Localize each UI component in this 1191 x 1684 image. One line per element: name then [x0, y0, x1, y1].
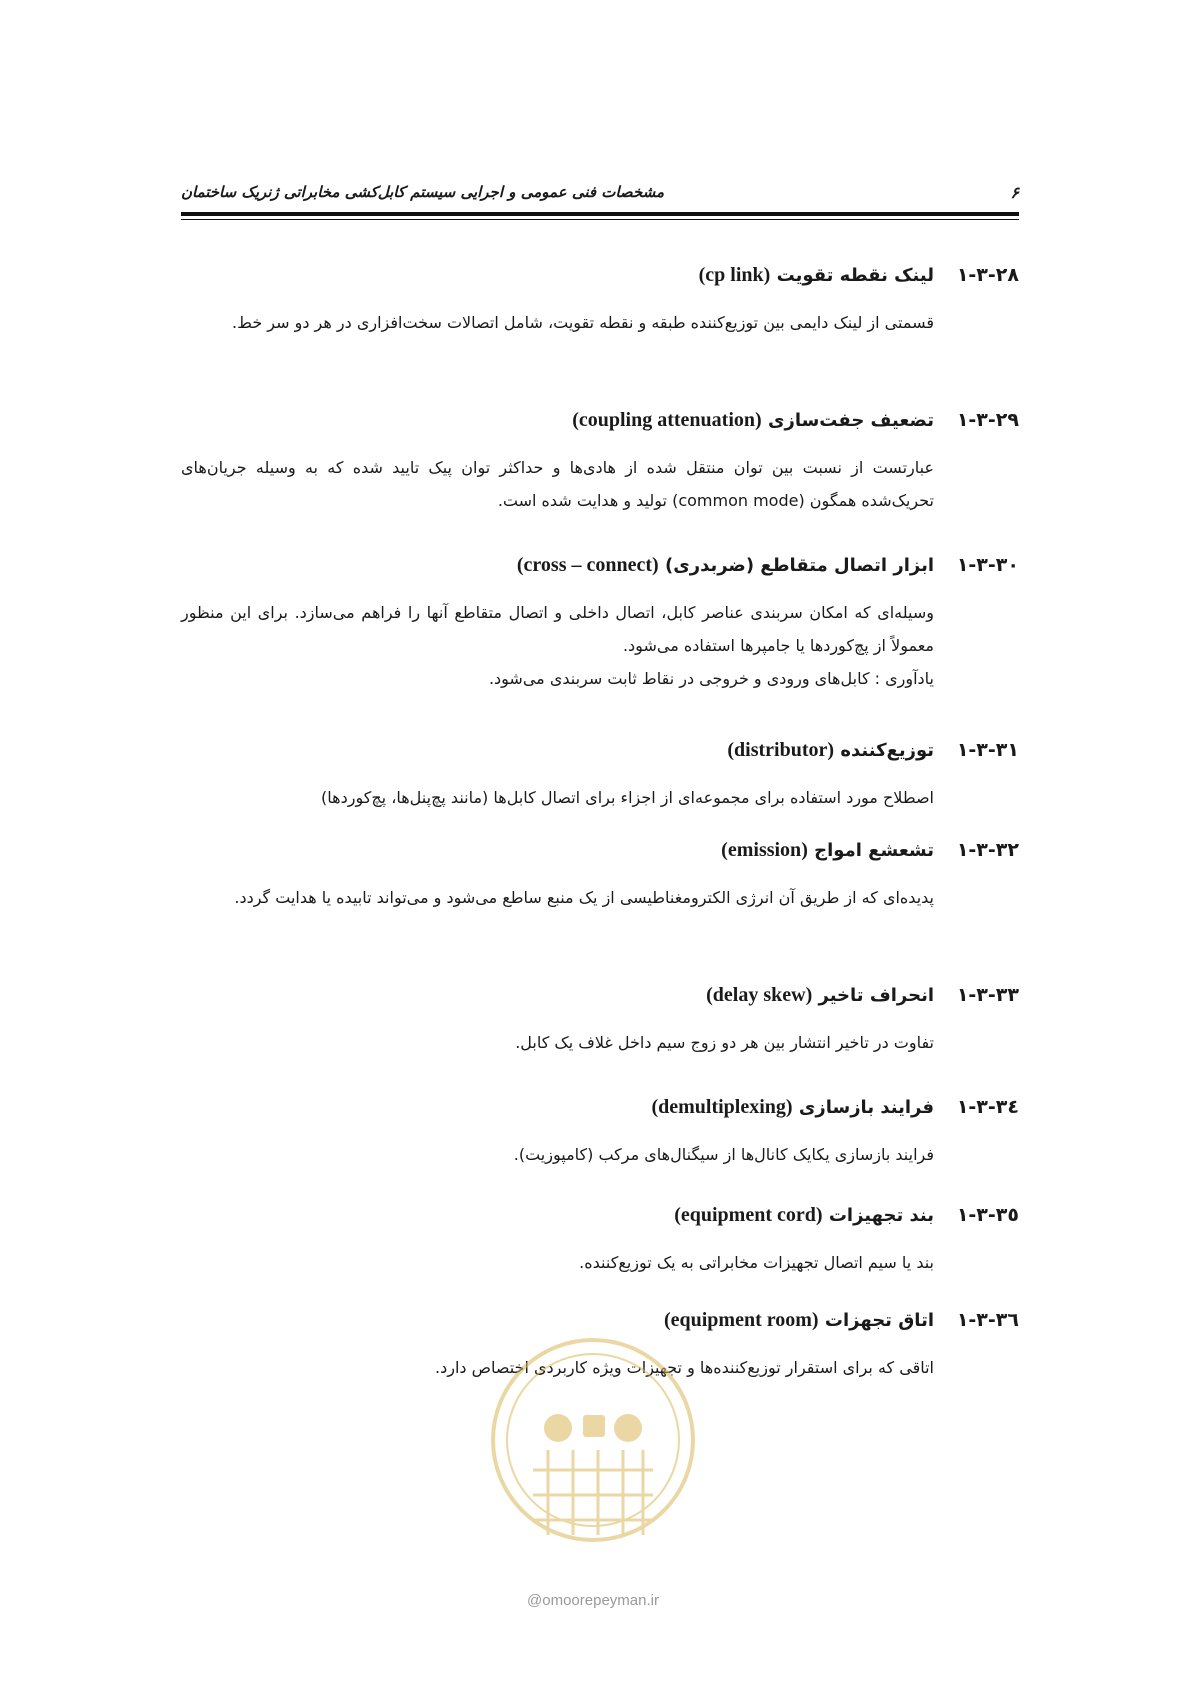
section-32	[181, 839, 1019, 984]
section-heading	[181, 1204, 1019, 1236]
section-heading	[181, 839, 1019, 871]
section-title-en: (equipment room)	[663, 1309, 819, 1331]
section-title	[706, 984, 934, 1007]
watermark-logo	[488, 1320, 698, 1590]
section-title	[517, 554, 934, 577]
section-33	[181, 984, 1019, 1096]
section-number: ۱-۳-۳٤	[956, 1096, 1019, 1118]
section-title-fa: فرایند بازسازی	[798, 1097, 934, 1118]
section-title-en: (equipment cord)	[674, 1204, 823, 1226]
section-heading	[181, 409, 1019, 441]
section-body	[181, 781, 934, 814]
section-title-en: (cross – connect)	[516, 554, 659, 576]
section-title-en: (coupling attenuation)	[572, 409, 762, 431]
section-title-fa: لینک نقطه تقویت	[776, 265, 934, 286]
section-title-en: (emission)	[721, 839, 808, 861]
header-rule-thin	[181, 219, 1019, 220]
section-title	[664, 1309, 934, 1332]
section-body	[181, 881, 934, 914]
section-number: ۱-۳-۳٦	[956, 1309, 1019, 1331]
paragraph: اتاقی که برای استقرار توزیع‌کننده‌ها و تجهیزات ویژه کاربردی اختصاص دارد.	[435, 1358, 934, 1377]
page-header	[181, 183, 1019, 213]
page-number: ۶	[1010, 183, 1019, 202]
section-title-fa: ابزار اتصال متقاطع (ضربدری)	[664, 555, 934, 576]
section-title-fa: تضعیف جفت‌سازی	[767, 410, 934, 431]
section-title	[727, 739, 934, 762]
section-title	[651, 1096, 934, 1119]
paragraph: عبارتست از نسبت بین توان منتقل شده از هادی‌ها و حداکثر توان پیک تایید شده که به وسیله جریان‌های تحریک‌شده همگون (common mode) تولید و هدایت شده است.	[181, 458, 934, 510]
section-number: ۱-۳-۲۹	[956, 409, 1019, 431]
section-28	[181, 264, 1019, 409]
section-34	[181, 1096, 1019, 1204]
page-title: مشخصات فنی عمومی و اجرایی سیستم کابل‌کشی مخابراتی ژنریک ساختمان	[181, 183, 665, 201]
section-number: ۱-۳-۳۲	[956, 839, 1019, 861]
section-number: ۱-۳-۳٥	[956, 1204, 1019, 1226]
section-body	[181, 451, 934, 517]
section-title-fa: توزیع‌کننده	[840, 740, 934, 761]
note-paragraph: یادآوری : کابل‌های ورودی و خروجی در نقاط ثابت سربندی می‌شود.	[488, 669, 934, 688]
section-body	[181, 306, 934, 339]
section-title-fa: اتاق تجهزات	[824, 1310, 934, 1331]
section-heading	[181, 264, 1019, 296]
header-rule-thick	[181, 212, 1019, 216]
section-31	[181, 739, 1019, 839]
section-title	[674, 1204, 934, 1227]
section-heading	[181, 739, 1019, 771]
section-29	[181, 409, 1019, 554]
section-heading	[181, 554, 1019, 586]
watermark-url: @omoorepeyman.ir	[527, 1592, 659, 1609]
section-body	[181, 1246, 934, 1279]
section-title	[699, 264, 934, 287]
section-title-fa: تشعشع امواج	[814, 840, 934, 861]
section-body	[181, 1138, 934, 1171]
section-30	[181, 554, 1019, 739]
section-body	[181, 596, 934, 695]
section-number: ۱-۳-۳۳	[956, 984, 1019, 1006]
section-title-fa: بند تجهیزات	[828, 1205, 934, 1226]
paragraph: وسیله‌ای که امکان سربندی عناصر کابل، اتصال داخلی و اتصال متقاطع آنها را فراهم می‌سازد. برای این منظور معمولاً از پچ‌کوردها یا جامپرها استفاده می‌شود.	[181, 603, 934, 655]
paragraph: پدیده‌ای که از طریق آن انرژی الکترومغناطیسی از یک منبع ساطع می‌شود و می‌تواند تابیده یا هدایت گردد.	[234, 888, 934, 907]
section-heading	[181, 984, 1019, 1016]
paragraph: اصطلاح مورد استفاده برای مجموعه‌ای از اجزاء برای اتصال کابل‌ها (مانند پچ‌پنل‌ها، پچ‌کوردها)	[321, 788, 934, 807]
section-title	[572, 409, 934, 432]
section-title	[721, 839, 934, 862]
section-number: ۱-۳-۲۸	[956, 264, 1019, 286]
section-heading	[181, 1096, 1019, 1128]
section-number: ۱-۳-۳۱	[956, 739, 1019, 761]
paragraph: بند یا سیم اتصال تجهیزات مخابراتی به یک توزیع‌کننده.	[579, 1253, 934, 1272]
section-title-en: (demultiplexing)	[651, 1096, 793, 1118]
paragraph: تفاوت در تاخیر انتشار بین هر دو زوج سیم داخل غلاف یک کابل.	[515, 1033, 934, 1052]
section-35	[181, 1204, 1019, 1309]
section-title-en: (delay skew)	[706, 984, 813, 1006]
section-title-fa: انحراف تاخیر	[818, 985, 934, 1006]
section-number: ۱-۳-۳۰	[956, 554, 1019, 576]
main-content	[181, 264, 1019, 1409]
paragraph: فرایند بازسازی یکایک کانال‌ها از سیگنال‌های مرکب (کامپوزیت).	[513, 1145, 934, 1164]
paragraph: قسمتی از لینک دایمی بین توزیع‌کننده طبقه و نقطه تقویت، شامل اتصالات سخت‌افزاری در هر دو سر خط.	[232, 313, 934, 332]
section-title-en: (cp link)	[698, 264, 771, 286]
section-body	[181, 1026, 934, 1059]
section-title-en: (distributor)	[727, 739, 835, 761]
